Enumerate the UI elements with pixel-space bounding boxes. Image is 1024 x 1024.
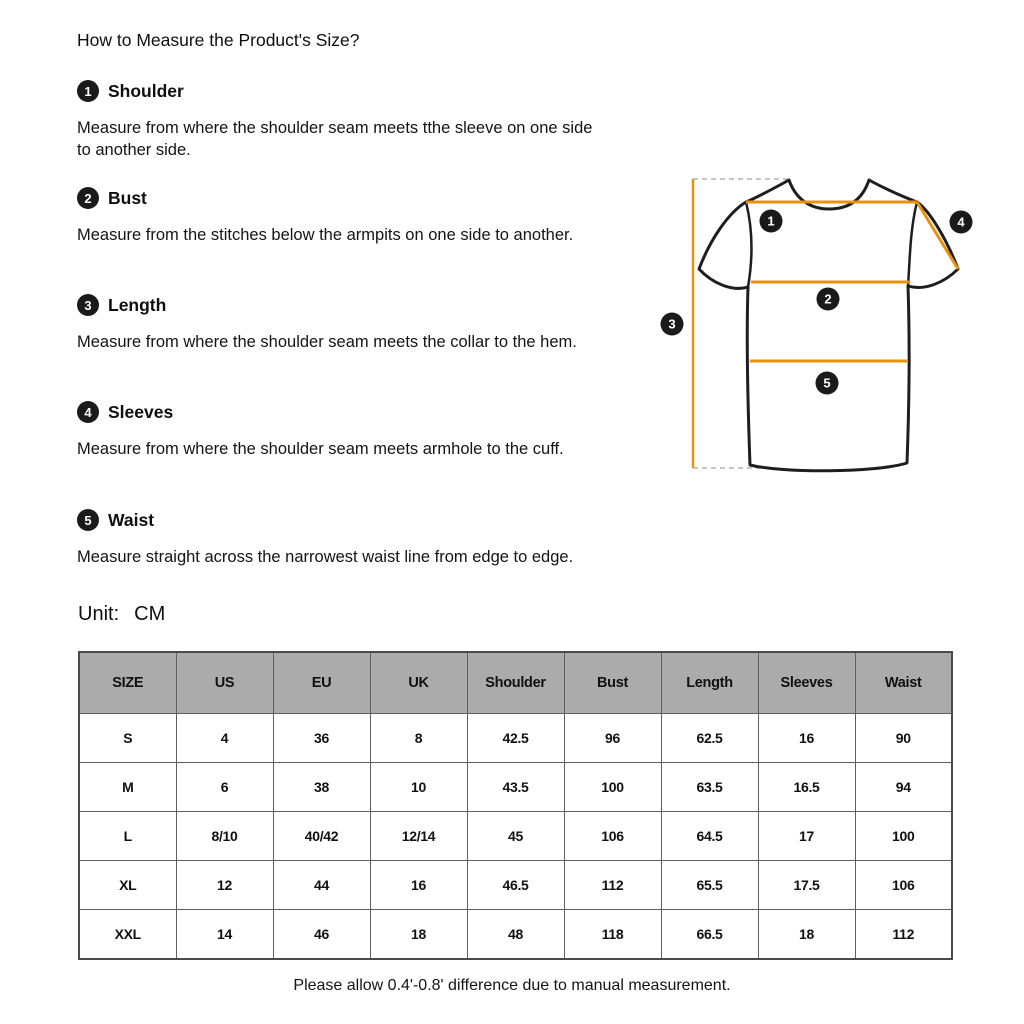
table-cell: 62.5: [661, 714, 758, 763]
table-header-cell: Sleeves: [758, 652, 855, 714]
size-table-header-row: [79, 652, 952, 714]
numbered-badge-icon: 5: [77, 509, 99, 531]
table-cell: 46: [273, 910, 370, 960]
section-description: Measure from the stitches below the armpits on one side to another.: [77, 226, 574, 244]
table-header-cell: UK: [370, 652, 467, 714]
section-description: Measure from where the shoulder seam meets the collar to the hem.: [77, 333, 577, 351]
size-table-container: [78, 651, 953, 960]
table-cell: 10: [370, 763, 467, 812]
table-cell: 8/10: [176, 812, 273, 861]
section-label: Waist: [108, 509, 155, 530]
svg-text:5: 5: [823, 375, 831, 391]
section-description: Measure from where the shoulder seam meets armhole to the cuff.: [77, 440, 564, 458]
table-row: [79, 763, 952, 812]
table-cell: 17: [758, 812, 855, 861]
table-cell: 48: [467, 910, 564, 960]
section-heading-waist: [77, 509, 154, 531]
table-cell: M: [79, 763, 176, 812]
table-cell: 8: [370, 714, 467, 763]
svg-text:2: 2: [824, 291, 832, 307]
unit-label: Unit:: [78, 603, 120, 625]
table-cell: 90: [855, 714, 952, 763]
table-cell: 96: [564, 714, 661, 763]
table-cell: 12: [176, 861, 273, 910]
table-cell: 45: [467, 812, 564, 861]
unit-value: CM: [134, 603, 166, 625]
table-header-cell: EU: [273, 652, 370, 714]
table-cell: 16: [758, 714, 855, 763]
table-header-cell: Shoulder: [467, 652, 564, 714]
table-row: [79, 812, 952, 861]
table-cell: 44: [273, 861, 370, 910]
numbered-badge-icon: 1: [77, 80, 99, 102]
numbered-badge-icon: 2: [77, 187, 99, 209]
section-description: Measure from where the shoulder seam meets tthe sleeve on one side to another side.: [77, 119, 593, 159]
section-heading-shoulder: [77, 80, 184, 102]
marker-length: [661, 313, 684, 336]
table-cell: 118: [564, 910, 661, 960]
table-cell: S: [79, 714, 176, 763]
table-cell: 100: [564, 763, 661, 812]
size-table-body: [79, 714, 952, 960]
table-cell: 66.5: [661, 910, 758, 960]
table-cell: 46.5: [467, 861, 564, 910]
table-cell: 40/42: [273, 812, 370, 861]
table-cell: 18: [370, 910, 467, 960]
tshirt-outline: [699, 180, 958, 471]
measurement-disclaimer: Please allow 0.4'-0.8' difference due to manual measurement.: [293, 977, 731, 994]
section-heading-bust: [77, 187, 147, 209]
table-cell: 63.5: [661, 763, 758, 812]
numbered-badge-icon: 4: [77, 401, 99, 423]
table-row: [79, 910, 952, 960]
unit-line: [78, 603, 165, 626]
table-cell: 36: [273, 714, 370, 763]
table-header-cell: Length: [661, 652, 758, 714]
table-header-cell: SIZE: [79, 652, 176, 714]
table-cell: 17.5: [758, 861, 855, 910]
table-cell: 6: [176, 763, 273, 812]
table-cell: 64.5: [661, 812, 758, 861]
marker-sleeves: [950, 211, 973, 234]
table-cell: 106: [564, 812, 661, 861]
table-cell: 14: [176, 910, 273, 960]
numbered-badge-icon: 3: [77, 294, 99, 316]
table-cell: 43.5: [467, 763, 564, 812]
table-cell: 112: [855, 910, 952, 960]
table-cell: 94: [855, 763, 952, 812]
svg-text:3: 3: [668, 316, 676, 332]
table-row: [79, 714, 952, 763]
section-description: Measure straight across the narrowest waist line from edge to edge.: [77, 548, 574, 566]
marker-waist: [816, 372, 839, 395]
table-cell: 100: [855, 812, 952, 861]
table-header-cell: US: [176, 652, 273, 714]
table-cell: 12/14: [370, 812, 467, 861]
section-label: Bust: [108, 187, 147, 208]
svg-text:1: 1: [767, 213, 775, 229]
marker-bust: [817, 288, 840, 311]
table-cell: 18: [758, 910, 855, 960]
table-cell: 106: [855, 861, 952, 910]
section-label: Length: [108, 294, 167, 315]
marker-shoulder: [760, 210, 783, 233]
table-header-cell: Waist: [855, 652, 952, 714]
page-title: How to Measure the Product's Size?: [77, 30, 360, 50]
section-label: Shoulder: [108, 80, 184, 101]
table-cell: 16: [370, 861, 467, 910]
table-cell: 16.5: [758, 763, 855, 812]
table-cell: 65.5: [661, 861, 758, 910]
table-cell: XXL: [79, 910, 176, 960]
table-cell: L: [79, 812, 176, 861]
tshirt-measurement-diagram: [640, 155, 1024, 485]
section-label: Sleeves: [108, 401, 174, 422]
table-cell: 4: [176, 714, 273, 763]
section-heading-length: [77, 294, 166, 316]
svg-text:4: 4: [957, 214, 965, 230]
table-cell: 112: [564, 861, 661, 910]
table-row: [79, 861, 952, 910]
table-header-cell: Bust: [564, 652, 661, 714]
table-cell: 42.5: [467, 714, 564, 763]
table-cell: XL: [79, 861, 176, 910]
table-cell: 38: [273, 763, 370, 812]
size-table: [78, 651, 953, 960]
section-heading-sleeves: [77, 401, 173, 423]
